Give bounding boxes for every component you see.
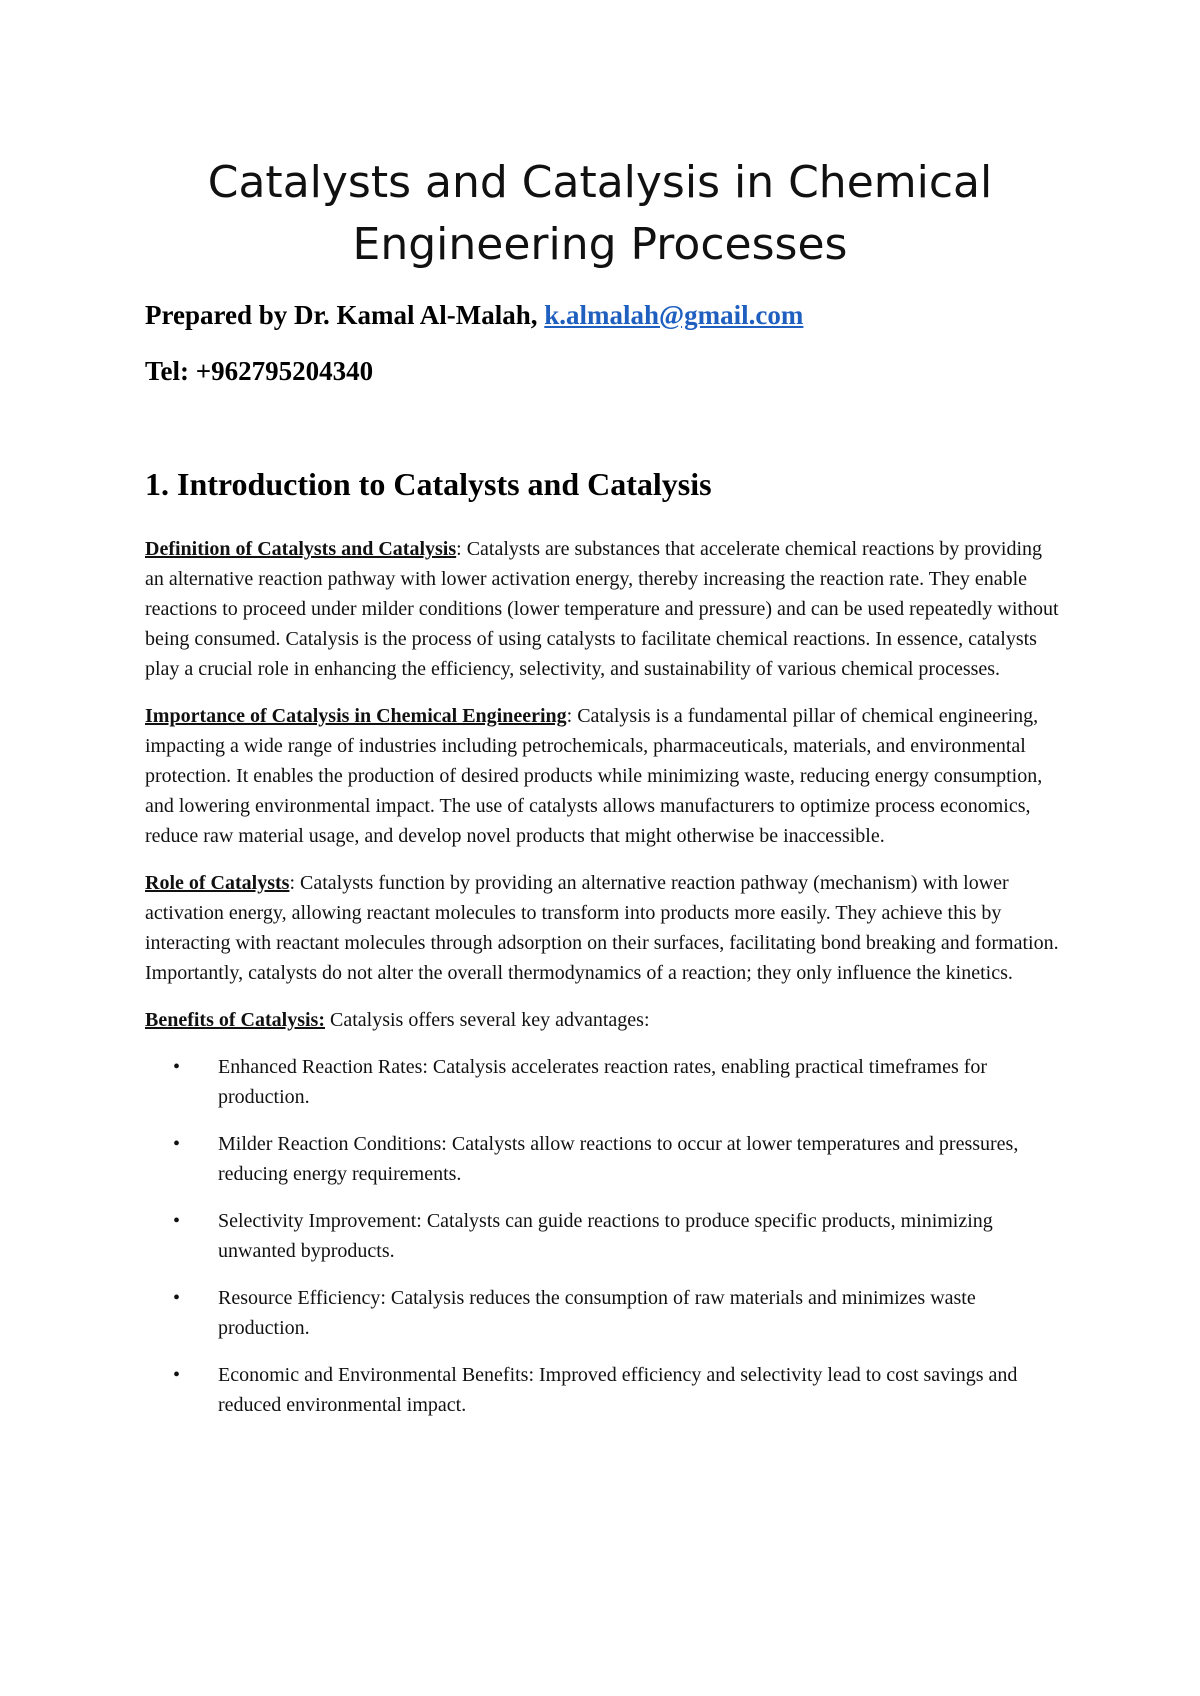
section-body <box>145 534 1065 1437</box>
bullet-icon: • <box>173 1210 181 1232</box>
paragraph-text: : Catalysis is a fundamental pillar of chemical engineering, impacting a wide range of industries including petrochemicals, pharmaceuticals, materials, and environmental protection. It enables the production of desired products while minimizing waste, reducing energy consumption, and lowering environmental impact. The use of catalysts allows manufacturers to optimize process economics, reduce raw material usage, and develop novel products that might otherwise be inaccessible. <box>145 705 1043 847</box>
paragraph-text: : Catalysts are substances that accelerate chemical reactions by providing an alternative reaction pathway with lower activation energy, thereby increasing the reaction rate. They enable reactions to proceed under milder conditions (lower temperature and pressure) and can be used repeatedly without being consumed. Catalysis is the process of using catalysts to facilitate chemical reactions. In essence, catalysts play a crucial role in enhancing the efficiency, selectivity, and sustainability of various chemical processes. <box>145 538 1059 680</box>
benefits-paragraph <box>145 1005 1065 1035</box>
importance-paragraph <box>145 701 1065 851</box>
role-paragraph <box>145 868 1065 988</box>
paragraph-label: Importance of Catalysis in Chemical Engineering <box>145 705 567 727</box>
list-item <box>145 1206 1065 1266</box>
paragraph-label: Role of Catalysts <box>145 872 290 894</box>
list-item <box>145 1129 1065 1189</box>
list-item <box>145 1360 1065 1420</box>
paragraph-text: Catalysis offers several key advantages: <box>324 1009 650 1031</box>
list-item <box>145 1052 1065 1112</box>
definition-paragraph <box>145 534 1065 684</box>
list-item-text: Resource Efficiency: Catalysis reduces the consumption of raw materials and minimizes waste production. <box>218 1287 976 1339</box>
list-item-text: Milder Reaction Conditions: Catalysts allow reactions to occur at lower temperatures and pressures, reducing energy requirements. <box>218 1133 1019 1185</box>
paragraph-text: : Catalysts function by providing an alternative reaction pathway (mechanism) with lower activation energy, allowing reactant molecules to transform into products more easily. They achieve this by interacting with reactant molecules through adsorption on their surfaces, facilitating bond breaking and formation. Importantly, catalysts do not alter the overall thermodynamics of a reaction; they only influence the kinetics. <box>145 872 1059 984</box>
document-title: Catalysts and Catalysis in Chemical Engineering Processes <box>207 157 993 270</box>
benefits-list <box>145 1052 1065 1420</box>
paragraph-label: Benefits of Catalysis: <box>145 1009 325 1031</box>
paragraph-label: Definition of Catalysts and Catalysis <box>145 538 457 560</box>
bullet-icon: • <box>173 1364 181 1386</box>
list-item-text: Enhanced Reaction Rates: Catalysis accelerates reaction rates, enabling practical timeframes for production. <box>218 1056 988 1108</box>
author-telephone: Tel: +962795204340 <box>145 356 374 386</box>
list-item <box>145 1283 1065 1343</box>
author-byline <box>145 300 803 331</box>
list-item-text: Selectivity Improvement: Catalysts can guide reactions to produce specific products, minimizing unwanted byproducts. <box>218 1210 993 1262</box>
byline-prefix: Prepared by Dr. Kamal Al-Malah, <box>145 300 545 330</box>
bullet-icon: • <box>173 1056 181 1078</box>
section-heading: 1. Introduction to Catalysts and Catalysis <box>145 466 712 502</box>
bullet-icon: • <box>173 1287 181 1309</box>
bullet-icon: • <box>173 1133 181 1155</box>
list-item-text: Economic and Environmental Benefits: Improved efficiency and selectivity lead to cost savings and reduced environmental impact. <box>218 1364 1018 1416</box>
author-email-link[interactable]: k.almalah@gmail.com <box>544 300 804 330</box>
